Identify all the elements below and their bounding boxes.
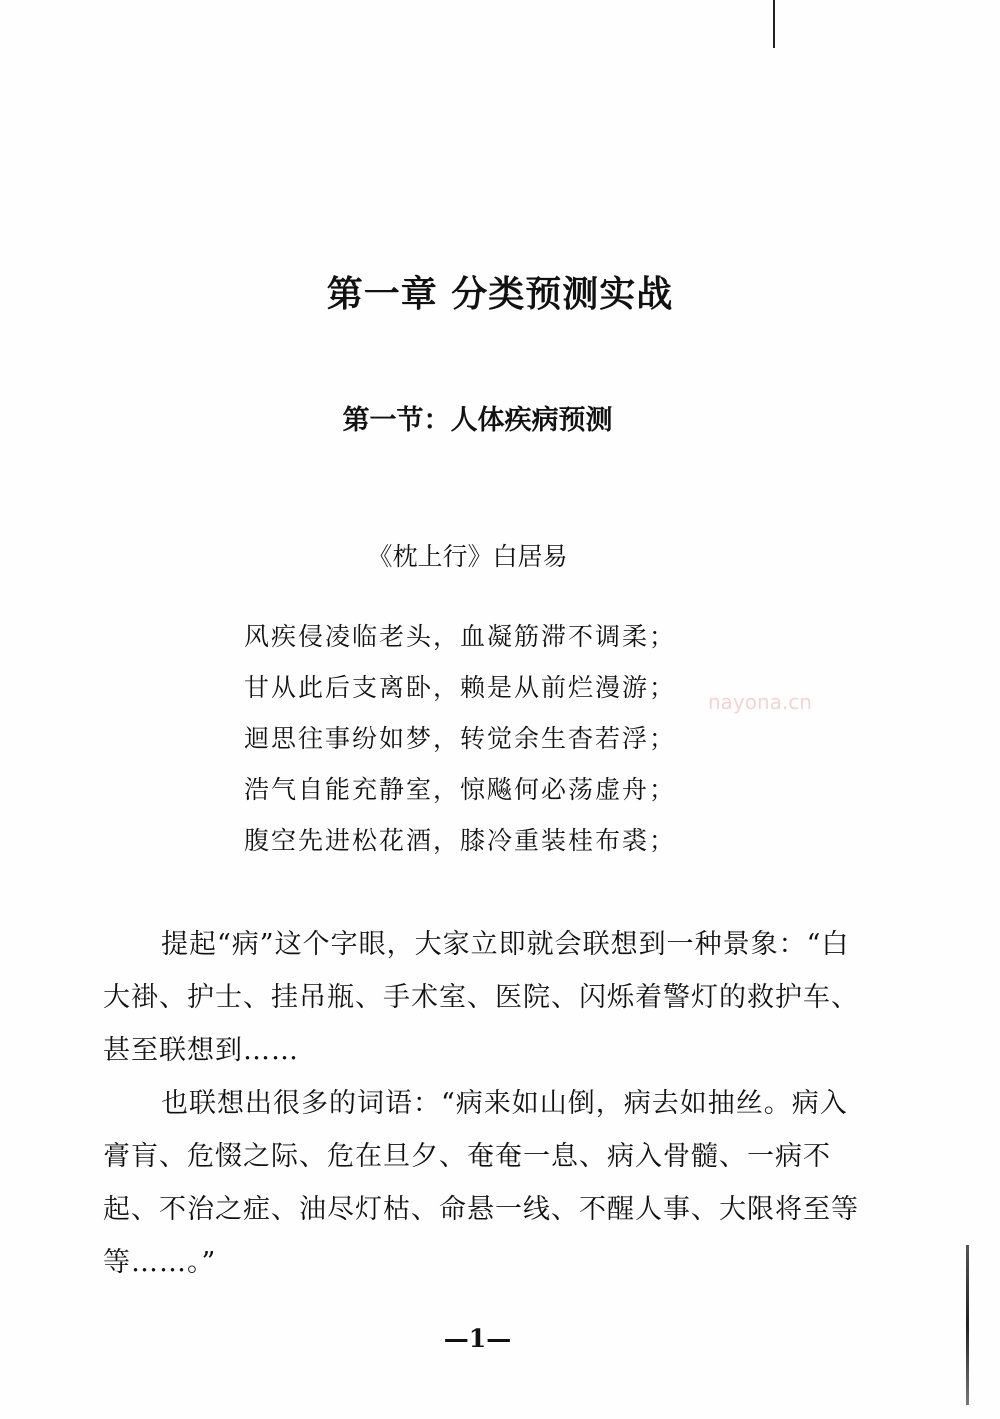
body-text — [103, 918, 863, 1289]
page-number: —1— — [443, 1324, 512, 1353]
poem-title: 《枕上行》白居易 — [367, 542, 568, 571]
poem-line: 风疾侵凌临老头，血凝筋滞不调柔； — [244, 622, 677, 651]
section-title: 第一节：人体疾病预测 — [342, 405, 613, 436]
paragraph: 提起“病”这个字眼，大家立即就会联想到一种景象：“白大褂、护士、挂吊瓶、手术室、医院、闪烁着警灯的救护车、甚至联想到…… — [103, 929, 859, 1066]
watermark-text: nayona.cn — [708, 690, 812, 714]
poem-line: 甘从此后支离卧，赖是从前烂漫游； — [244, 673, 677, 702]
poem-line: 迴思往事纷如梦，转觉余生杳若浮； — [244, 724, 677, 753]
paragraph: 也联想出很多的词语：“病来如山倒，病去如抽丝。病入膏肓、危惙之际、危在旦夕、奄奄一息、病入骨髓、一病不起、不治之症、油尽灯枯、命悬一线、不醒人事、大限将至等等……。” — [103, 1088, 859, 1278]
scan-edge-mark — [966, 1245, 969, 1405]
scan-edge-mark — [773, 0, 775, 48]
poem-body — [244, 611, 764, 866]
chapter-title: 第一章 分类预测实战 — [326, 274, 674, 315]
poem-line: 腹空先进松花酒，膝冷重装桂布裘； — [244, 826, 677, 855]
poem-line: 浩气自能充静室，惊飚何必荡虚舟； — [244, 775, 677, 804]
